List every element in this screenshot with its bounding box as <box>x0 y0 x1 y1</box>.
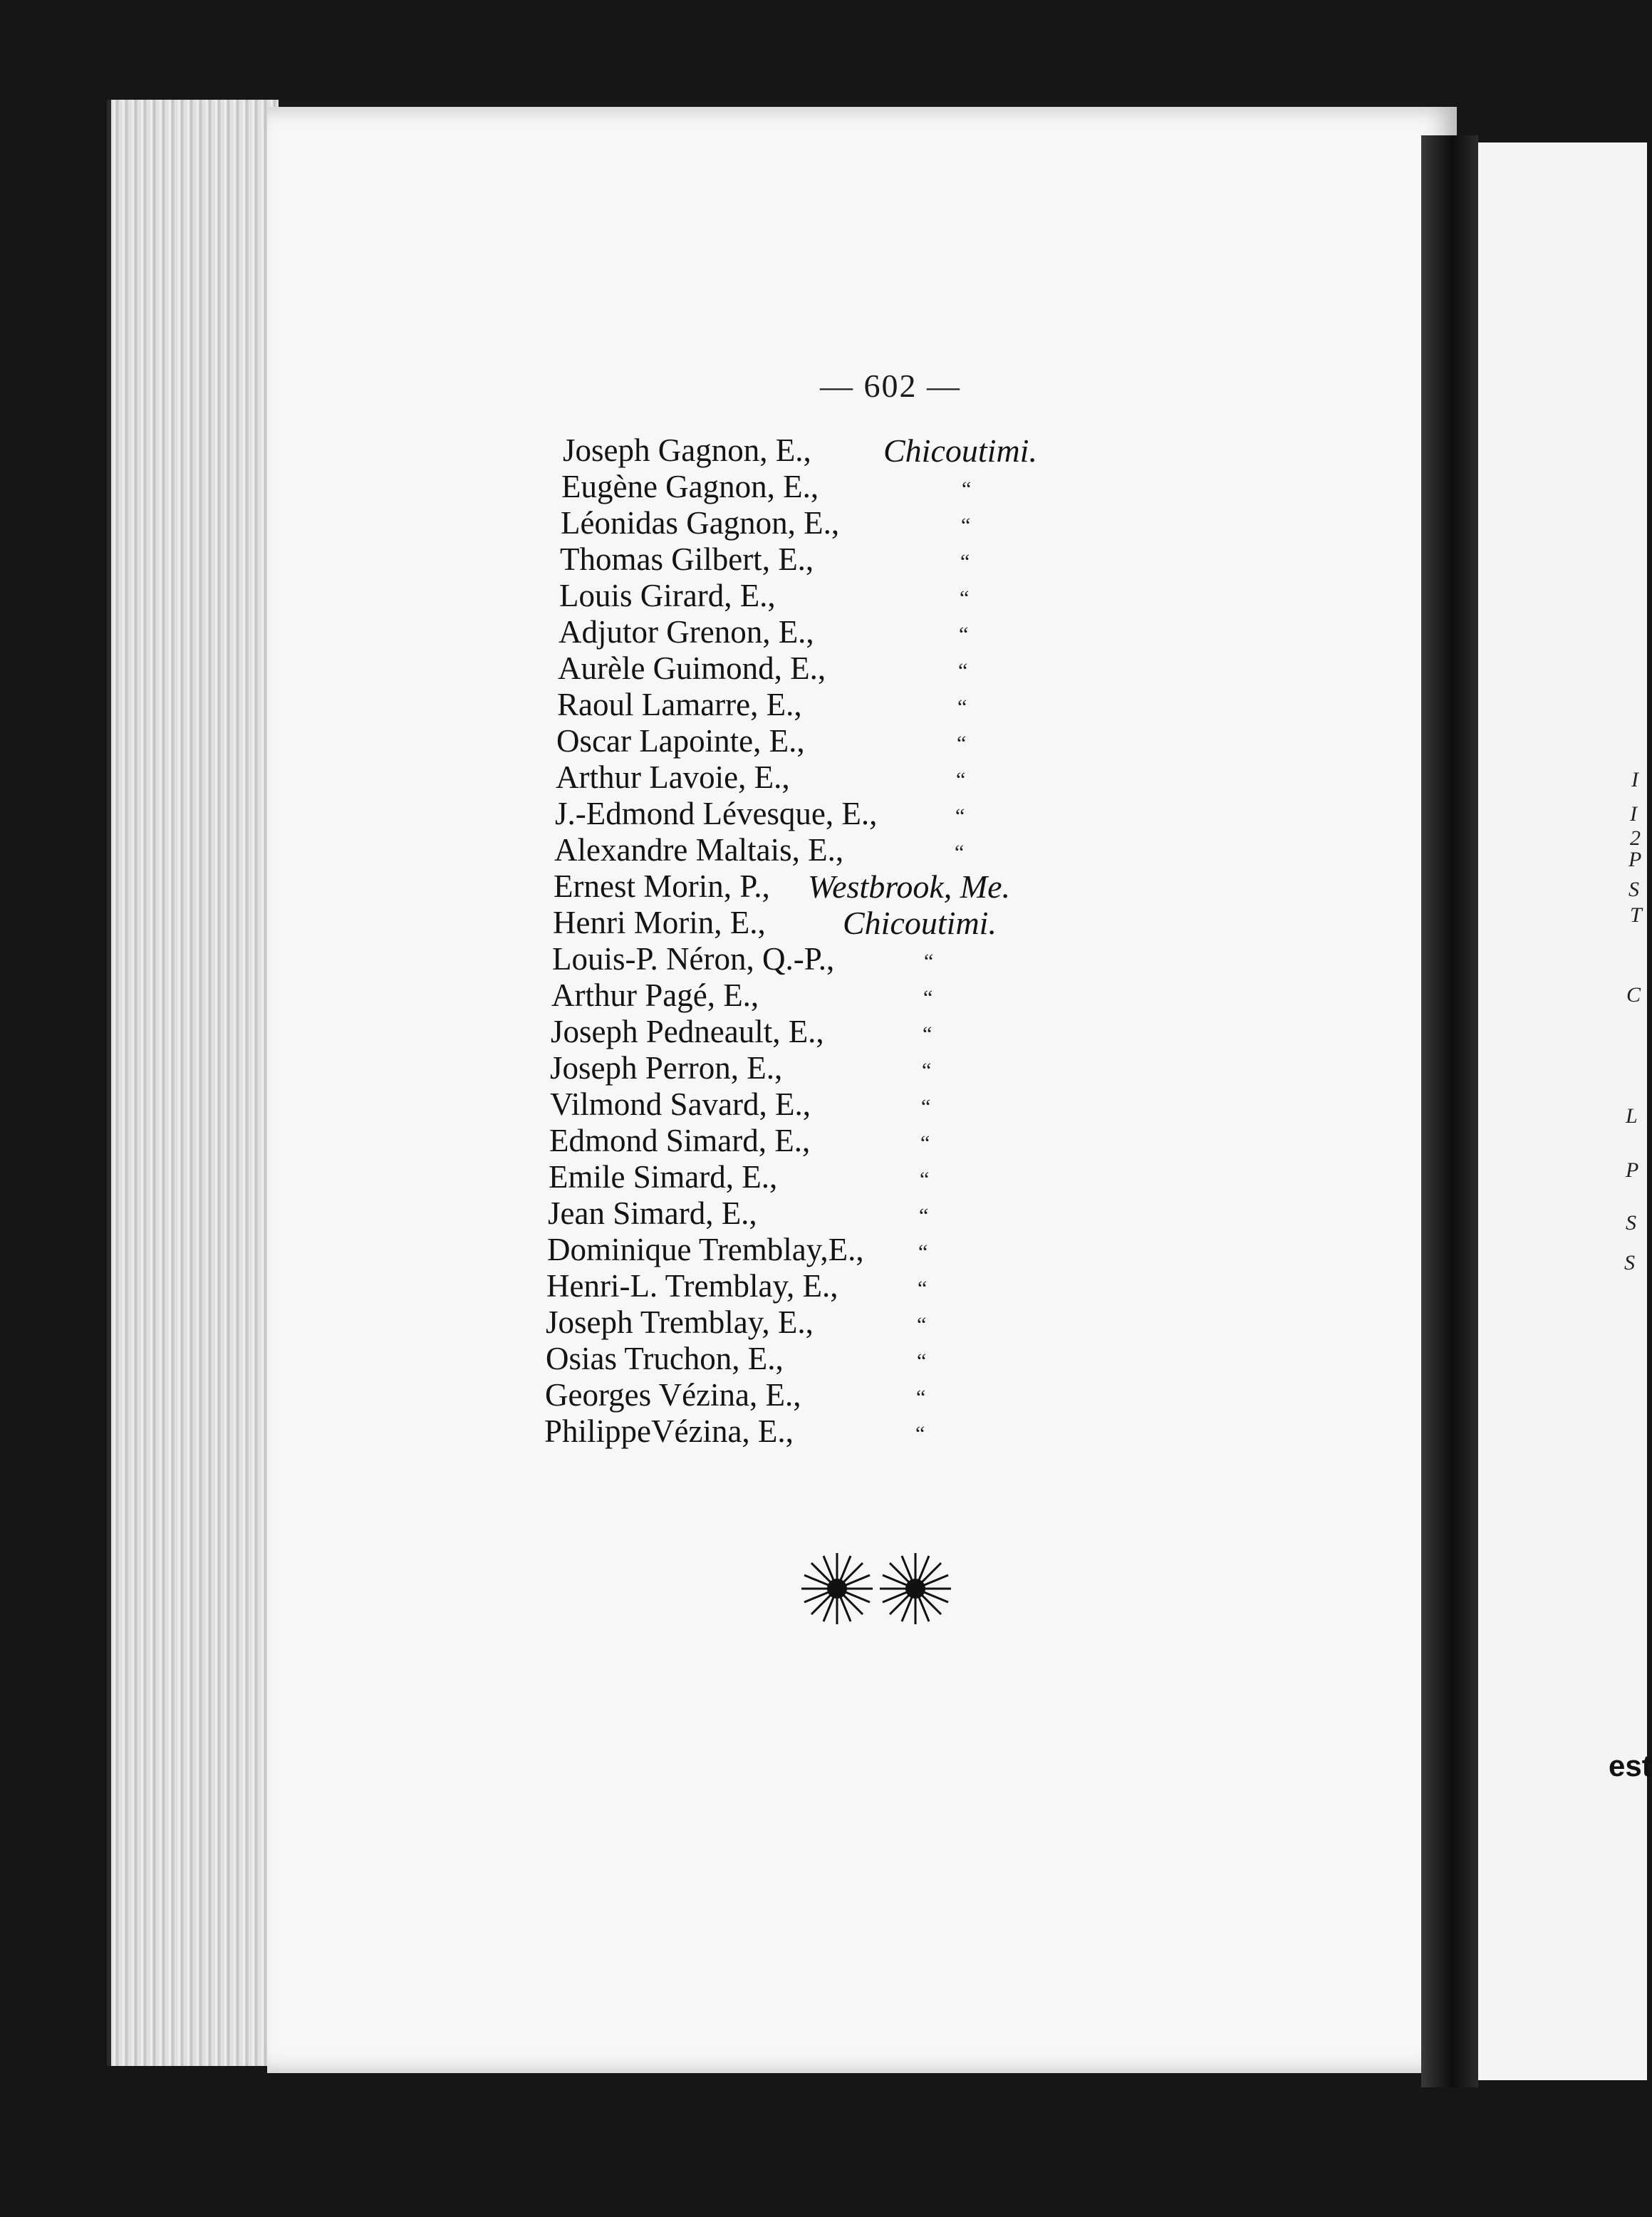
facing-page <box>1478 142 1647 2080</box>
facing-page-fragment: 2 <box>1630 826 1641 850</box>
ditto-mark: “ <box>961 514 971 537</box>
facing-page-fragment: T <box>1630 903 1642 927</box>
entry-name: Raoul Lamarre, E., <box>557 687 802 722</box>
ditto-mark: “ <box>955 804 965 828</box>
entry-name: Joseph Tremblay, E., <box>546 1304 814 1340</box>
ditto-mark: “ <box>923 1022 933 1046</box>
entry-name: Léonidas Gagnon, E., <box>561 505 840 541</box>
entry-name: Vilmond Savard, E., <box>550 1086 811 1122</box>
entry-name: PhilippeVézina, E., <box>544 1413 794 1449</box>
entry-name: Edmond Simard, E., <box>549 1123 811 1158</box>
ditto-mark: “ <box>924 950 934 973</box>
entry-name: Joseph Pedneault, E., <box>551 1014 824 1049</box>
entry-name: Georges Vézina, E., <box>545 1377 801 1413</box>
book-gutter <box>1421 135 1478 2087</box>
entry-place: Westbrook, Me. <box>808 868 1011 905</box>
facing-page-fragment: I <box>1631 768 1638 791</box>
ditto-mark: “ <box>956 768 966 791</box>
ditto-mark: “ <box>916 1386 926 1409</box>
entry-name: Adjutor Grenon, E., <box>559 614 814 650</box>
ditto-mark: “ <box>955 841 965 864</box>
entry-name: J.-Edmond Lévesque, E., <box>555 796 878 831</box>
page-number: — 602 — <box>820 368 961 404</box>
entry-name: Emile Simard, E., <box>549 1159 778 1195</box>
entry-place: Chicoutimi. <box>883 432 1037 469</box>
ditto-mark: “ <box>959 623 969 646</box>
star-ornament-icon <box>794 1546 958 1631</box>
entry-name: Aurèle Guimond, E., <box>558 650 826 686</box>
entry-name: Jean Simard, E., <box>548 1195 757 1231</box>
entry-name: Ernest Morin, P., <box>554 868 770 904</box>
ditto-mark: “ <box>957 732 967 755</box>
ditto-mark: “ <box>962 477 972 501</box>
ditto-mark: “ <box>923 986 933 1009</box>
facing-page-fragment: C <box>1626 983 1641 1007</box>
ditto-mark: “ <box>920 1131 930 1155</box>
ditto-mark: “ <box>917 1313 927 1336</box>
facing-page-fragment: S <box>1626 1211 1636 1235</box>
ditto-mark: “ <box>958 659 968 682</box>
ditto-mark: “ <box>960 586 970 610</box>
ditto-mark: “ <box>920 1168 930 1191</box>
entry-name: Arthur Lavoie, E., <box>556 759 790 795</box>
entry-name: Henri Morin, E., <box>553 905 766 940</box>
entry-name: Alexandre Maltais, E., <box>554 832 844 868</box>
ditto-mark: “ <box>957 695 967 719</box>
entry-name: Louis-P. Néron, Q.-P., <box>552 941 835 977</box>
facing-page-fragment: S <box>1624 1251 1635 1274</box>
facing-page-fragment-bold: est <box>1609 1749 1652 1782</box>
entry-name: Henri-L. Tremblay, E., <box>546 1268 838 1304</box>
ditto-mark: “ <box>918 1240 928 1264</box>
entry-name: Joseph Perron, E., <box>550 1050 783 1086</box>
facing-page-fragment: P <box>1628 848 1642 871</box>
book-page-edges <box>107 100 279 2066</box>
entry-name: Oscar Lapointe, E., <box>556 723 805 759</box>
ditto-mark: “ <box>915 1422 925 1445</box>
ditto-mark: “ <box>960 550 970 573</box>
entry-name: Arthur Pagé, E., <box>551 977 759 1013</box>
entry-name: Osias Truchon, E., <box>546 1341 784 1376</box>
ditto-mark: “ <box>922 1059 932 1082</box>
entry-name: Louis Girard, E., <box>559 578 776 613</box>
facing-page-fragment: L <box>1626 1104 1638 1128</box>
facing-page-fragment: P <box>1626 1158 1639 1182</box>
ditto-mark: “ <box>917 1349 927 1373</box>
entry-name: Joseph Gagnon, E., <box>563 432 811 468</box>
ditto-mark: “ <box>919 1204 929 1227</box>
entry-name: Dominique Tremblay,E., <box>547 1232 864 1267</box>
facing-page-fragment: S <box>1628 878 1639 901</box>
ditto-mark: “ <box>921 1095 931 1118</box>
entry-name: Thomas Gilbert, E., <box>560 541 814 577</box>
ditto-mark: “ <box>918 1277 928 1300</box>
entry-place: Chicoutimi. <box>843 905 997 941</box>
entry-name: Eugène Gagnon, E., <box>561 469 819 504</box>
facing-page-fragment: I <box>1630 802 1637 826</box>
